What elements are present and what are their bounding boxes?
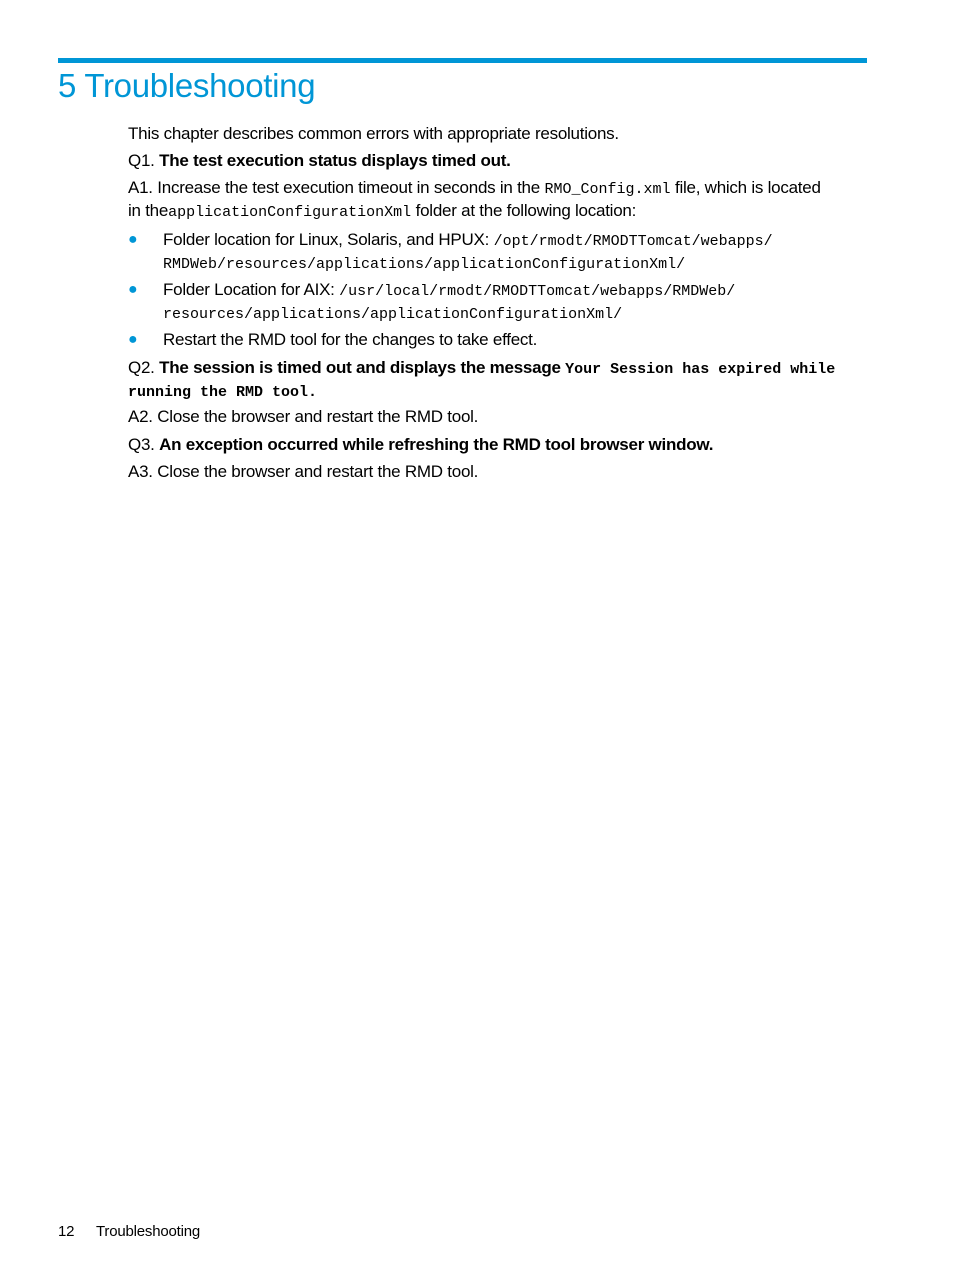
bullet-icon: ● [128, 281, 138, 298]
bullet-label: Folder Location for AIX: [163, 280, 335, 299]
a1-text-1: Increase the test execution timeout in seconds in the [157, 178, 540, 197]
linux-path-1: /opt/rmodt/RMODTTomcat/webapps/ [493, 233, 773, 250]
answer-3 [128, 461, 873, 482]
q3-text: An exception occurred while refreshing the RMD tool browser window. [159, 435, 714, 454]
q1-text: The test execution status displays timed out. [159, 151, 511, 170]
a1-text-4: folder at the following location: [415, 201, 637, 220]
question-3 [128, 434, 873, 455]
q2-message-2: running the RMD tool. [128, 384, 318, 401]
bullet-label: Restart the RMD tool for the changes to take effect. [163, 330, 538, 349]
q3-label: Q3. [128, 435, 155, 454]
bullet-icon: ● [128, 331, 138, 348]
bullet-icon: ● [128, 231, 138, 248]
a2-label: A2. [128, 407, 153, 426]
a1-label: A1. [128, 178, 153, 197]
config-filename: RMO_Config.xml [544, 181, 671, 198]
a2-text: Close the browser and restart the RMD tool. [157, 407, 479, 426]
config-folder-name: applicationConfigurationXml [168, 204, 412, 221]
q2-label: Q2. [128, 358, 155, 377]
question-1 [128, 150, 873, 171]
page-number: 12 [58, 1223, 75, 1240]
aix-path-1: /usr/local/rmodt/RMODTTomcat/webapps/RMDWeb/ [339, 283, 736, 300]
a1-text-3: in the [128, 201, 169, 220]
bullet-label: Folder location for Linux, Solaris, and HPUX: [163, 230, 490, 249]
intro-text: This chapter describes common errors with appropriate resolutions. [128, 124, 619, 143]
q2-message-1: Your Session has expired while [565, 361, 836, 378]
a3-label: A3. [128, 462, 153, 481]
answer-1 [128, 177, 873, 223]
aix-path-2: resources/applications/applicationConfigurationXml/ [163, 306, 623, 323]
question-2 [128, 357, 873, 403]
answer-2 [128, 406, 873, 427]
page-title: 5 Troubleshooting [58, 67, 316, 104]
intro-paragraph [128, 123, 873, 144]
a1-text-2: file, which is located [674, 178, 821, 197]
linux-path-2: RMDWeb/resources/applications/applicationConfigurationXml/ [163, 256, 686, 273]
footer-section-title: Troubleshooting [96, 1223, 201, 1240]
q2-text: The session is timed out and displays the message [159, 358, 561, 377]
header-rule [58, 58, 867, 63]
a3-text: Close the browser and restart the RMD tool. [157, 462, 479, 481]
q1-label: Q1. [128, 151, 155, 170]
